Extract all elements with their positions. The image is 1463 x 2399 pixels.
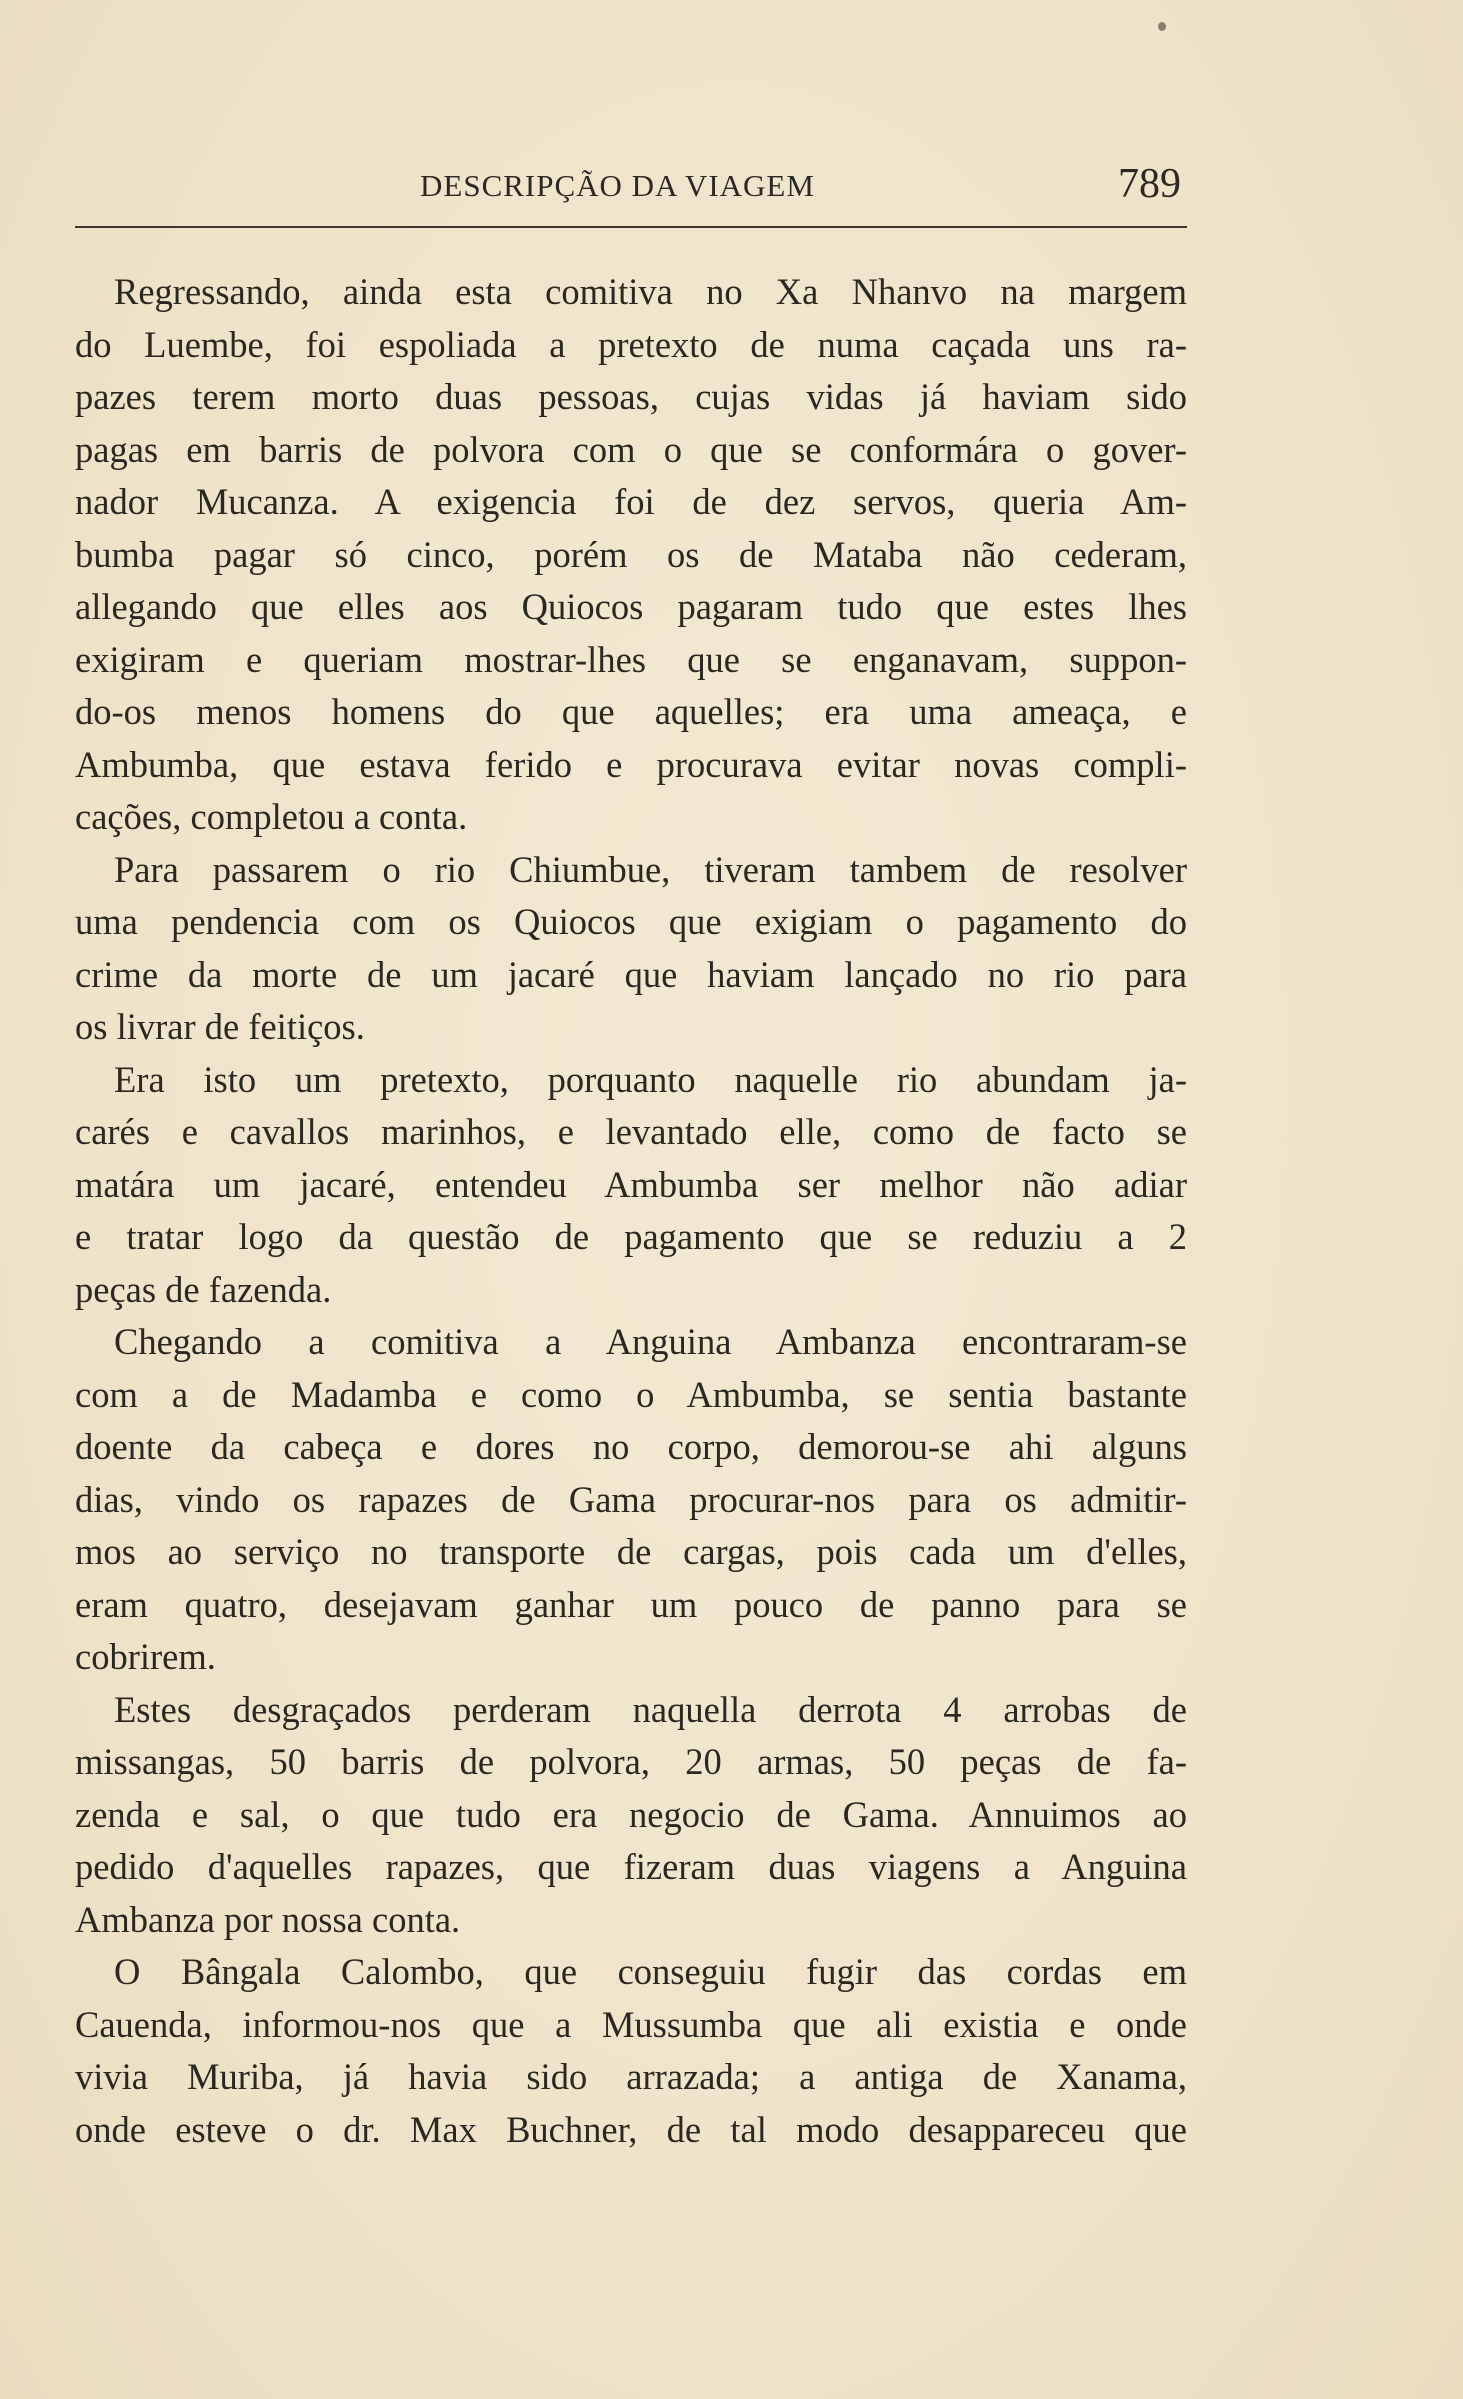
- text-line: onde esteve o dr. Max Buchner, de tal modo desappareceu que: [75, 2108, 1187, 2150]
- text-line: dias, vindo os rapazes de Gama procurar-nos para os admitir-: [75, 1478, 1187, 1520]
- running-title: DESCRIPÇÃO DA VIAGEM: [420, 168, 815, 203]
- text-line: exigiram e queriam mostrar-lhes que se enganavam, suppon-: [75, 638, 1187, 680]
- text-line: cobrirem.: [75, 1636, 216, 1677]
- text-line: eram quatro, desejavam ganhar um pouco de panno para se: [75, 1583, 1187, 1625]
- text-line: pedido d'aquelles rapazes, que fizeram duas viagens a Anguina: [75, 1846, 1187, 1887]
- text-line: mos ao serviço no transporte de cargas, pois cada um d'elles,: [75, 1531, 1187, 1572]
- text-line: Cauenda, informou-nos que a Mussumba que ali existia e onde: [75, 2003, 1187, 2045]
- header-rule: [75, 226, 1187, 228]
- ink-speck: [1158, 22, 1166, 31]
- text-line: do-os menos homens do que aquelles; era uma ameaça, e: [75, 691, 1187, 732]
- text-line: do Luembe, foi espoliada a pretexto de numa caçada uns ra-: [75, 323, 1187, 365]
- text-line: cações, completou a conta.: [75, 796, 468, 837]
- body-text: [75, 266, 1187, 2156]
- running-head: [75, 160, 1187, 210]
- text-line: Regressando, ainda esta comitiva no Xa Nhanvo na margem: [114, 271, 1187, 312]
- text-line: Estes desgraçados perderam naquella derrota 4 arrobas de: [114, 1688, 1187, 1730]
- text-line: zenda e sal, o que tudo era negocio de Gama. Annuimos ao: [75, 1793, 1187, 1835]
- text-line: Ambumba, que estava ferido e procurava evitar novas compli-: [75, 743, 1187, 785]
- text-line: O Bângala Calombo, que conseguiu fugir das cordas em: [114, 1951, 1187, 1992]
- text-line: os livrar de feitiços.: [75, 1006, 365, 1047]
- page-number: 789: [1118, 161, 1181, 207]
- text-line: missangas, 50 barris de polvora, 20 armas, 50 peças de fa-: [75, 1741, 1187, 1782]
- text-line: matára um jacaré, entendeu Ambumba ser melhor não adiar: [75, 1163, 1187, 1205]
- text-line: Ambanza por nossa conta.: [75, 1898, 461, 1940]
- text-line: bumba pagar só cinco, porém os de Mataba não cederam,: [75, 533, 1187, 575]
- text-line: nador Mucanza. A exigencia foi de dez servos, queria Am-: [75, 481, 1187, 522]
- text-line: allegando que elles aos Quiocos pagaram tudo que estes lhes: [75, 586, 1187, 627]
- text-line: doente da cabeça e dores no corpo, demorou-se ahi alguns: [75, 1426, 1187, 1467]
- text-line: Era isto um pretexto, porquanto naquelle rio abundam ja-: [114, 1058, 1187, 1100]
- text-line: peças de fazenda.: [75, 1268, 332, 1310]
- text-line: vivia Muriba, já havia sido arrazada; a antiga de Xanama,: [75, 2056, 1187, 2097]
- text-line: e tratar logo da questão de pagamento que se reduziu a 2: [75, 1216, 1187, 1257]
- text-line: carés e cavallos marinhos, e levantado elle, como de facto se: [75, 1111, 1187, 1152]
- text-line: crime da morte de um jacaré que haviam lançado no rio para: [75, 953, 1187, 995]
- text-line: com a de Madamba e como o Ambumba, se sentia bastante: [75, 1373, 1187, 1415]
- text-line: uma pendencia com os Quiocos que exigiam o pagamento do: [75, 901, 1187, 942]
- text-line: pagas em barris de polvora com o que se conformára o gover-: [75, 428, 1187, 470]
- text-line: Para passarem o rio Chiumbue, tiveram tambem de resolver: [114, 848, 1187, 890]
- text-line: Chegando a comitiva a Anguina Ambanza encontraram-se: [114, 1321, 1187, 1362]
- text-line: pazes terem morto duas pessoas, cujas vidas já haviam sido: [75, 376, 1187, 417]
